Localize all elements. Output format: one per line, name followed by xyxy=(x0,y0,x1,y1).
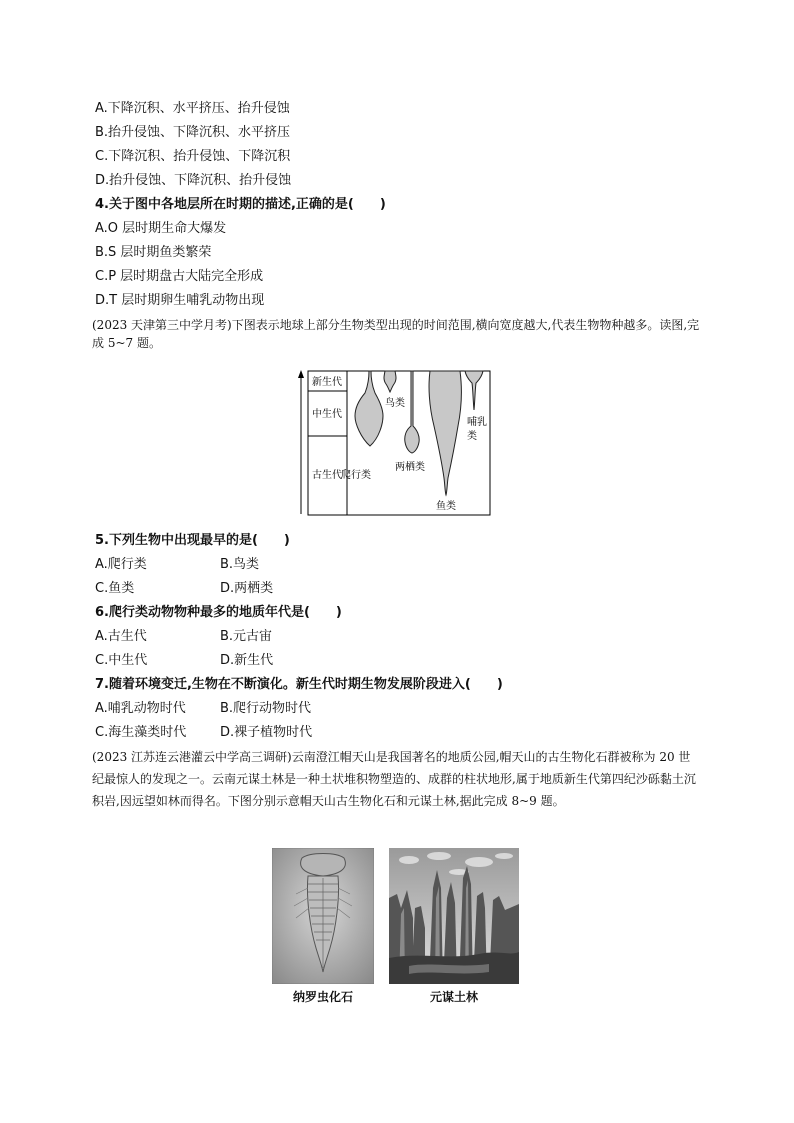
label-amphibian: 两栖类 xyxy=(395,462,425,473)
q7-option-c: C.海生藻类时代 xyxy=(95,725,187,740)
q4-option-b: B.S 层时期鱼类繁荣 xyxy=(95,245,212,260)
era-mesozoic: 中生代 xyxy=(312,409,342,420)
q7-option-b: B.爬行动物时代 xyxy=(220,701,312,716)
caption-fossil: 纳罗虫化石 xyxy=(293,990,354,1004)
q5-option-b: B.鸟类 xyxy=(220,557,260,572)
q4-option-a: A.O 层时期生命大爆发 xyxy=(95,221,227,236)
reptile-shape xyxy=(355,371,383,446)
bird-shape xyxy=(384,371,396,392)
era-paleozoic: 古生代 xyxy=(312,470,342,481)
label-fish: 鱼类 xyxy=(436,501,456,512)
intro-passage-2: (2023 江苏连云港灌云中学高三调研)云南澄江帽天山是我国著名的地质公园,帽天山的古生物化石群被称为 20 世纪最惊人的发现之一。云南元谋土林是一种土状堆积物塑造的、成群的柱状地形,属于地质新生代第四纪沙砾黏土沉积岩,因远望如林而得名。下图分别示意帽天山古生物化石和元谋土林,据此完成 8~9 题。 xyxy=(92,750,696,808)
q7-option-a: A.哺乳动物时代 xyxy=(95,701,186,716)
fish-shape xyxy=(429,371,461,495)
q3-option-d: D.抬升侵蚀、下降沉积、抬升侵蚀 xyxy=(95,173,292,188)
earth-forest-photo xyxy=(389,848,519,984)
q3-option-a: A.下降沉积、水平挤压、抬升侵蚀 xyxy=(95,101,290,116)
mammal-shape xyxy=(465,371,483,410)
label-mammal-2: 类 xyxy=(467,431,477,442)
label-reptile: 爬行类 xyxy=(341,470,371,481)
q6-option-a: A.古生代 xyxy=(95,629,147,644)
intro-passage-1: (2023 天津第三中学月考)下图表示地球上部分生物类型出现的时间范围,横向宽度越大,代表生物物种越多。读图,完成 5~7 题。 xyxy=(92,318,700,350)
q5-stem: 5.下列生物中出现最早的是( ) xyxy=(95,533,290,548)
q3-option-c: C.下降沉积、抬升侵蚀、下降沉积 xyxy=(95,149,291,164)
q6-option-c: C.中生代 xyxy=(95,653,148,668)
q6-option-d: D.新生代 xyxy=(220,653,274,668)
q5-option-d: D.两栖类 xyxy=(220,581,274,596)
amphibian-shape xyxy=(405,371,419,453)
q4-option-c: C.P 层时期盘古大陆完全形成 xyxy=(95,269,264,284)
q3-option-b: B.抬升侵蚀、下降沉积、水平挤压 xyxy=(95,125,291,140)
q6-option-b: B.元古宙 xyxy=(220,629,273,644)
q6-stem: 6.爬行类动物物种最多的地质年代是( ) xyxy=(95,605,342,620)
q5-option-c: C.鱼类 xyxy=(95,581,135,596)
label-mammal-1: 哺乳 xyxy=(467,417,487,428)
era-cenozoic: 新生代 xyxy=(312,377,342,388)
q4-option-d: D.T 层时期卵生哺乳动物出现 xyxy=(95,293,265,308)
caption-earth-forest: 元谋土林 xyxy=(430,990,479,1004)
evolution-chart xyxy=(295,366,495,518)
label-bird: 鸟类 xyxy=(385,398,405,409)
fossil-photo xyxy=(272,848,374,984)
q7-option-d: D.裸子植物时代 xyxy=(220,725,313,740)
q4-stem: 4.关于图中各地层所在时期的描述,正确的是( ) xyxy=(95,197,386,212)
q7-stem: 7.随着环境变迁,生物在不断演化。新生代时期生物发展阶段进入( ) xyxy=(95,677,503,692)
q5-option-a: A.爬行类 xyxy=(95,557,147,572)
